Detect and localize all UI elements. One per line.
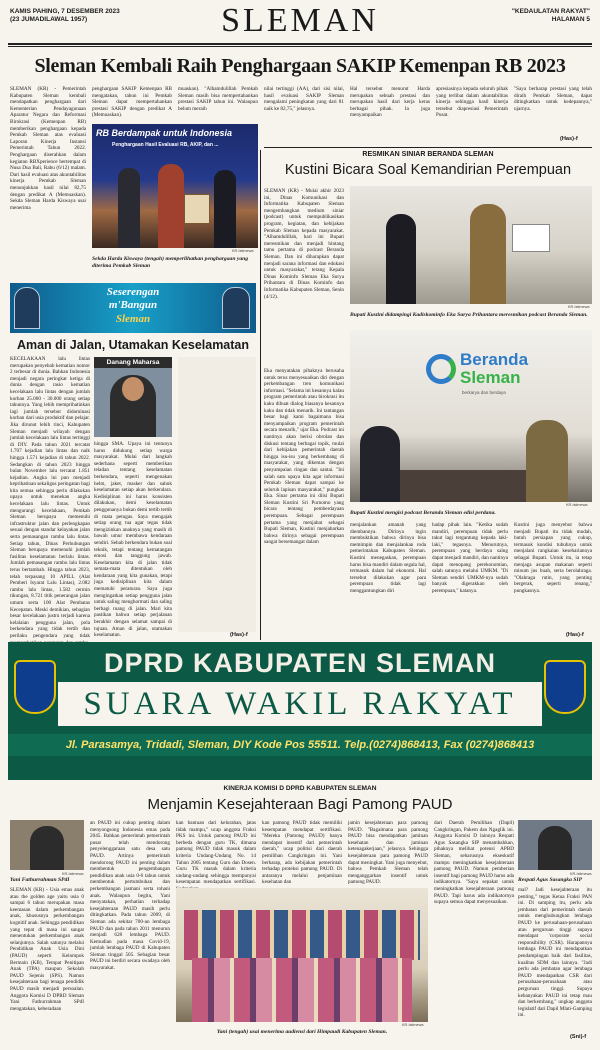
story2-headline: Kustini Bicara Soal Kemandirian Perempuan xyxy=(284,162,572,178)
podcast-logo-text2: Sleman xyxy=(460,368,521,387)
story2-caption1: Bupati Kustini didampingi Kadiskominfo Eka Surya Prihantara meresmikan podcast Beranda Sleman. xyxy=(350,312,588,318)
story4-col5: jamin kesejahteraan para pamong PAUD. "Bagaimana para pamong PAUD bisa mendapatkan jaminan kesehatan dan jaminan ketenagakerjaan," jelasnya. Sehingga kesejahteraan para pamong PAUD dapat meningkat. Yani juga menyebut, bahwa Pemkab Sleman telah menganggarkan insentif untuk pamong PAUD. xyxy=(348,820,428,886)
story2-lead: SLEMAN (KR) - Mulai akhir 2023 ini, Dinas Komunikasi dan Informatika Kabupaten Sleman mengembangkan medium siniar (podcast) untuk mempublikasikan program, kegiatan, dan kebijakan Pemkab Sleman kepada masyarakat. "Alhamdulillah, hari ini Bupati meresmikan dan menjadi bintang tamu pertama di podcast Beranda Sleman. Dan ini diharapkan dapat menjadi sarana informasi dan edukasi untuk masyarakat," terang Kepala Dinas Kominfo Sleman Eka Surya Prihantara di Dinas Kominfo dan Informatika Kabupaten Sleman, Senin (4/12). xyxy=(264,188,344,300)
story3-author-label: Danang Maharsa xyxy=(94,357,172,368)
story2-col-b: hadap pihak lain. "Ketika sudah mandiri, perempuan tidak perlu takut lagi tergantung kepada laki-laki," tegasnya. Menurutnya, perempuan yang berdaya saing dapat menjadi mandiri, dan nantinya dapat menopang perekonomian, salah satunya melalui UMKM. "Di Sleman sendiri UMKM-nya sudah banyak digerakkan oleh perempuan," katanya. xyxy=(432,522,508,594)
masthead-rule-thin xyxy=(8,46,592,47)
story1-col7: "Saya berharap prestasi yang telah diraih Pemkab Sleman, dapat ditingkatkan untuk kedepannya," ujarnya. xyxy=(514,86,592,112)
story2-col-a: menjalankan amanah yang diembannya. Dirinya ingin membuktikan bahwa dirinya bisa memimpin dan menjalankan roda pemerintahan Kabupaten Sleman. Kustini menegaskan, perempuan harus bisa mandiri dalam segala hal, termasuk dalam hal ekonomi. Hal tersebut dilakukan agar para perempuan tidak lagi menggantungkan diri xyxy=(350,522,426,594)
person-guest xyxy=(526,420,568,502)
story2-col-mid: Eka menyatakan pihaknya berusaha untuk terus menyesuaikan diri dengan perkembangan tren komunikasi informasi. "Selama ini kesannya kalau program pemerintah atau birokrasi itu kaku dibuat dialog biasanya kesannya kaku dan tidak menarik. Ini tantangan besar bagi kami bagaimana bisa menyampaikan program pemerintah secara menarik," ujar Eka. Podcast ini nantinya akan berisi obrolan dan diskusi tentang berbagai topik, mulai dari kebijakan pemerintah daerah hingga isu-isu yang berkembang di masyarakat, yang dikemas dengan penyampaian ringan dan santai. "Ini salah satu upaya kita agar informasi Pemkab Sleman dapat sampai ke seluruh lapisan masyarakat," pungkas Eka. Sinar pertama ini diisi Bupati Sleman Kustini Sri Purnomo yang bicara tentang pemberdayaan perempuan. Sebagai perempuan pertama yang menjabat sebagai Bupati Sleman, Kustini menjabarkan bahwa dirinya sebagai perempuan sangat bersemangat dalam xyxy=(264,368,344,546)
story4-col2: an PAUD ini cukup penting dalam menyongsong Indonesia emas pada 2045. Bahkan pemerintah pemerintah pusat telah mendorong penyelenggaraan satu desa satu PAUD. Artinya pemerintah mendorong PAUD ini penting dalam membentuk pengembangan pendidikan anak usia 0-6 tahun untuk membentuk pertumbuhan dan perkembangan jasmani serta rohani anak. Walaupun begitu, Yani menyatakan, perhatian terhadap kesejahteraan PAUD masih perlu ditingkatkan. Pada tahun 2009, di Sleman ada sekitar 700-an lembaga PAUD dan pada tahun 2011 menurun menjadi 628 lembaga PAUD. Kemudian pada masa Covid-19, jumlah lembaga PAUD di Kabupaten Sleman tinggal 505. Sebagian besar PAUD ini berdiri secara swadaya oleh masyarakat. xyxy=(90,820,170,972)
story4-photo-right xyxy=(518,820,592,870)
story1-caption: Sekda Harda Kiswaya (tengah) memperlihatkan penghargaan yang diterima Pemkab Sleman xyxy=(92,256,249,269)
story4-cap-right: Respati Agus Sasangka SIP xyxy=(518,877,582,883)
yani-portrait xyxy=(30,826,64,870)
group-row-front xyxy=(192,958,412,1022)
dprd-logo-left xyxy=(14,660,56,714)
story3-banner-l1: Seserengan xyxy=(106,286,160,298)
dprd-logo-right xyxy=(544,660,586,714)
story4-cap-left: Yani Fathurrahman SPdI xyxy=(10,877,70,883)
dprd-banner xyxy=(8,642,592,780)
person-host xyxy=(360,426,400,502)
story3-col1: KECELAKAAN lalu lintas merupakan penyebab kematian nomor 2 terbesar di dunia. Bahkan Indonesia menjadi negara peringkat ketiga di dunia dengan rasio kematian kecelakaan lalu lintas dengan jumlah korban 25.000 - 30.000 orang setiap tahunnya. Yang lebih memprihatinkan lagi jumlah tersebut didominasi korban dari usia produktif dan pelajar. Jika dirunut lebih rinci, Kabupaten Sleman menjadi wilayah dengan jumlah kecelakaan lalu lintas tertinggi di DIY. Pada tahun 2021 tercatat 1.707 kejadian lalu lintas dan naik hingga 1.571 kejadian di tahun 2022. Sedangkan di tahun 2023 hingga bulan November lalu tercatat 1.851 kejadian. Angka ini pun menjadi keprihatinan sekaligus peringatan bagi kita semua sehingga perlu dilakukan upaya untuk menekan angka kecelakaan lalu lintas. Untuk mengurangi kecelakaan, Pemkab Sleman berupaya memenuhi infrastruktur jalan dan perlengkapan sesuai dengan standar kelayakan jalan serta pemasangan rambu lalu lintas. Setiap tahun, Dinas Perhubungan Sleman berupaya memenuhi jumlah fasilitas keselamatan berlalu lintas. Jumlah pemasangan rambu lalu lintas terus bertambah. Hingga tahun 2023, telah terpasang 10 APILL (Alat Pemberi Isyarat Lalu Lintas), 2.082 rambu lalu lintas, 1.582 cermin tikungan, 8.721 titik penerangan jalan umum serta 100 Alat Pembatas Kecepatan. Meski demikian, sebagian besar kecelakaan justru terjadi karena kelalaian pengguna jalan, pola berkendara yang tidak tertib dan perilaku pengendara yang tidak xyxy=(10,356,90,639)
rule-col-divider xyxy=(260,150,261,640)
respati-portrait xyxy=(538,826,572,870)
story2-photo2-credit: KR-Istimewa xyxy=(566,503,588,507)
story4-credit-right: KR-Istimewa xyxy=(570,872,592,876)
masthead-right-line2: HALAMAN 5 xyxy=(551,16,590,23)
story1-col6: apresiasinya kepada seluruh pihak yang terlibat dalam akuntabilitas kinerja sehingga hasil kinerja tersebut diapresiasi Pemerintah Pusat. xyxy=(436,86,508,119)
dprd-line1: DPRD KABUPATEN SLEMAN xyxy=(104,648,496,678)
group-row-back xyxy=(184,910,420,960)
ribbon-board xyxy=(512,224,550,252)
podcast-logo-mark xyxy=(426,354,456,384)
story1-col5: Hal tersebut menurut Harda merupakan sebuah prestasi dan merupakan hasil dari kerja keras berbagai pihak. Ia juga menyampaikan xyxy=(350,86,430,119)
story3-sign: (Has)-f xyxy=(230,632,248,638)
story1-col3: muaskan). "Alhamdulillah Pemkab Sleman masih bisa mempertahankan prestasi SAKIP tahun ini. Walaupun belum meraih xyxy=(178,86,258,112)
story4-col1: SLEMAN (KR) - Usia emas anak atau the golden age yaitu usia 0 sampai 6 tahun merupakan masa keemasan dalam perkembangan anak, khususnya perkembangan kognitif anak. Sehingga pendidikan yang tepat di masa ini sangat menentukan perkembangan anak selanjutnya. Salah satunya melalui Pendidikan Anak Usia Dini (PAUD) seperti Kelompok Bermain (KB), Tempat Penitipan Anak (TPA) maupun Sekolah PAUD Sejenis (SPS). Namun kesejahteraan bagi tenaga pendidik PAUD masih menjadi persoalan. Anggota Komisi D DPRD Sleman Yani Fathurrahman SPdI mengatakan, keberadaan xyxy=(10,887,84,1012)
story1-col1: SLEMAN (KR) - Pemerintah Kabupaten Sleman kembali mendapatkan penghargaan dari Kementerian Pendayagunaan Aparatur Negara dan Reformasi Birokrasi (Kemenpan RB) memberikan penghargaan kepada Pemkab Sleman atas evaluasi Laporan Kinerja Instansi Pemerintah Tahun 2022. Penghargaan diserahkan dalam kegiatan RBXperience bertempat di Nusa Dua Bali, Rabu (6/12) malam. Dari hasil evaluasi atas akuntabilitas kinerja Pemkab Sleman menunjukkan hasil nilai 82,75 dengan predikat A (Memuaskan). Sekda Sleman Harda Kiswaya usai menerima xyxy=(10,86,86,211)
story4-photo-credit: KR-Istimewa xyxy=(402,1023,424,1027)
story3-banner-l3: Sleman xyxy=(115,313,151,325)
story3-col2-top: hingga SMA. Upaya ini tentunya harus didukung setiap warga masyarakat. Mulai dari langkah sederhana seperti memberikan teladan tentang keselamatan berkendara, seperti mengenakan helm, jaket, masker dan sabuk keselamatan setiap akan berkendara. Kedisiplinan ini harus konsisten dilakukan, demi keselamatan penggunanya bukan demi tertib tertib di mata petugas. Saya mengajak setiap orang tua agar tegas tidak mengizinkan anaknya yang masih di bawah umur membawa kendaraan sendiri. Sebab berkendara bukan soal teknik, tetapi tentang kematangan emosi dan tanggung jawab. Keselamatan kita di jalan tidak semata-mata ditentukan oleh kendaraan yang kita gunakan, tetapi juga kedisiplinan kita dalam mematuhi peraturan. Saya juga mengingatkan setiap pengguna jalan untuk saling menghormati dan saling berbagi ruang di jalan. Mari kita pastikan bahwa setiap perjalanan berakhir dengan selamat sampai di tujuan. Aman di jalan, utamakan keselamatan. xyxy=(94,441,172,639)
story3-banner xyxy=(10,283,256,333)
story2-col-c: Kustini juga menyebut bahwa menjadi Bupati itu tidak mudah, butuh persiapan yang cukup, termasuk kondisi tubuhnya untuk menjalani rangkaian kesehariannya sebagai Bupati. Untuk itu, ia tetap menjaga asupan makanan seperti minum jus buah, serta berolahraga. "Olahraga rutin, yang penting bergerak, seperti renang," pungkasnya. xyxy=(514,522,592,594)
masthead-date-line1: KAMIS PAHING, 7 DESEMBER 2023 xyxy=(10,8,120,15)
story2-caption2: Bupati Kustini mengisi podcast Beranda Sleman edisi perdana. xyxy=(350,510,496,516)
story1-col2: penghargaan SAKIP Kemenpan RB mengatakan, tahun ini Pemkab Sleman dapat mempertahankan prestasi SAKIP dengan predikat A (Memuaskan). xyxy=(92,86,172,119)
story3-headline: Aman di Jalan, Utamakan Keselamatan xyxy=(16,338,250,352)
story1-col4: nilai tertinggi (AA), dari sisi nilai, hasil evaluasi SAKIP Sleman mengalami peningkatan yang dari 81 naik ke 82,75," jelasnya. xyxy=(264,86,344,112)
story2-kicker: RESMIKAN SINIAR BERANDA SLEMAN xyxy=(362,151,494,158)
masthead-right-line1: "KEDAULATAN RAKYAT" xyxy=(511,8,590,15)
story2-sign: (Has)-f xyxy=(566,632,584,638)
story1-credit: KR-Istimewa xyxy=(232,249,254,253)
author-face xyxy=(122,377,144,401)
podcast-logo xyxy=(426,348,546,404)
story3-banner-l2: m'Bangun xyxy=(108,299,158,311)
masthead-date-line2: (23 JUMADILAWAL 1957) xyxy=(10,16,88,23)
podcast-logo-text1: Beranda xyxy=(460,350,529,369)
story2-photo1 xyxy=(350,186,592,304)
story1-sign: (Has)-f xyxy=(560,136,578,142)
dprd-line2: SUARA WAKIL RAKYAT xyxy=(83,686,517,722)
podcast-desk xyxy=(400,470,526,502)
person-speaker xyxy=(386,214,416,304)
story1-photo xyxy=(92,124,258,248)
dprd-address: Jl. Parasamya, Tridadi, Sleman, DIY Kode Pos 55511. Telp.(0274)868413, Fax (0274)868413 xyxy=(65,739,535,751)
story2-photo1-credit: KR-Istimewa xyxy=(568,305,590,309)
story4-col7: mal? Jadi kesejahteraan itu penting," tegas Ketua Fraksi PAN ini. Di samping itu, perlu ada jembatan dari pemerintah daerah untuk menghubungkan lembaga PAUD ke perusahaan-perusahaan atau perguruan tinggi supaya mendapat 'corporate social responsibility (CSR). Harapannya lembaga PAUD ini mendapatkan pendampingan baik dari fasilitas, kualitas SDM dan lainnya. "Jadi perlu ada jembatan agar lembaga PAUD mendapatkan CSR dari perusahaan-perusahaan atau perguruan tinggi. Supaya kebanyakan PAUD ini tetap mau dan berkembang," ungkap anggota legislatif dari Dapil Mlati-Gamping ini. xyxy=(518,887,592,1019)
award-plaque xyxy=(184,194,210,224)
rule-story1 xyxy=(264,147,592,148)
story4-col6: dari Daerah Pemilihan (Dapil) Cangkringan, Pakem dan Ngaglik ini. Anggota Komisi D lainnya Respati Agus Sasangka SIP menambahkan, pihaknya melihat potensi APBD Sleman, seharusnya ekseskutif mampu meningkatkan kesejahteraan pamong PAUD. Namun pemberian insentif bagi pamong PAUD harus ada indikatornya. "Saya sepakat untuk meningkatkan kesejahteraan pamong PAUD. Tapi harus ada indikatornya supaya semua dapat menyesuaikan. xyxy=(434,820,514,906)
masthead-title: SLEMAN xyxy=(221,2,379,39)
masthead-right xyxy=(512,8,590,24)
story4-headline: Menjamin Kesejahteraan Bagi Pamong PAUD xyxy=(147,796,453,813)
podcast-logo-sub: berkarya dan berdaya xyxy=(462,390,506,395)
person-center xyxy=(158,164,184,248)
story1-photo-banner: RB Berdampak untuk Indonesia xyxy=(96,128,233,138)
person-right xyxy=(214,170,236,248)
person-left xyxy=(118,168,140,248)
story4-caption-main: Yani (tengah) usai menerima audiensi dari Himpaudi Kabupaten Sleman. xyxy=(216,1029,388,1035)
story1-headline: Sleman Kembali Raih Penghargaan SAKIP Kemenpan RB 2023 xyxy=(34,55,566,77)
story3-side-photo xyxy=(178,357,256,632)
story4-col3: kan bantuan dari kelurahan, jatas tidak mampu," ucap anggota Fraksi PKS ini. Untuk pamong PAUD ini berbeda dengan guru TK, dimana pamong PAUD tidak masuk dalam kriteria Undang-Undang No. 14 Tahun 2005 tentang Guru dan Dosen. Guru TK masuk dalam kriteria undang-undang sehingga mempunyai kesempatan mendapatkan sertifikasi. xyxy=(176,820,256,886)
story4-credit-left: KR-Istimewa xyxy=(62,872,84,876)
story4-photo-main xyxy=(176,888,428,1022)
story4-col4: kan pamong PAUD tidak memiliki kesempatan mendapat sertifikasi. "Mereka (Pamong PAUD) hanya mendapat insentif dari pemerintah daerah," ucap politisi dari daerah pemilihan Cangkringan ini. Yani berharap, ada kebijakan pemerintah terhadap proteksi pamong PAUD. Di antaranya melalui penjaminan kesehatan dan xyxy=(262,820,342,886)
story4-sign: (Sni)-f xyxy=(570,1034,587,1040)
story4-photo-left xyxy=(10,820,84,870)
person-bupati xyxy=(470,204,506,304)
story4-kicker: KINERJA KOMISI D DPRD KABUPATEN SLEMAN xyxy=(223,785,377,792)
masthead-rule xyxy=(8,43,592,45)
story3-author-photo xyxy=(94,357,172,437)
story2-photo2 xyxy=(350,330,592,502)
story1-photo-sub: Penghargaan Hasil Evaluasi RB, AKIP, dan ... xyxy=(112,142,219,148)
